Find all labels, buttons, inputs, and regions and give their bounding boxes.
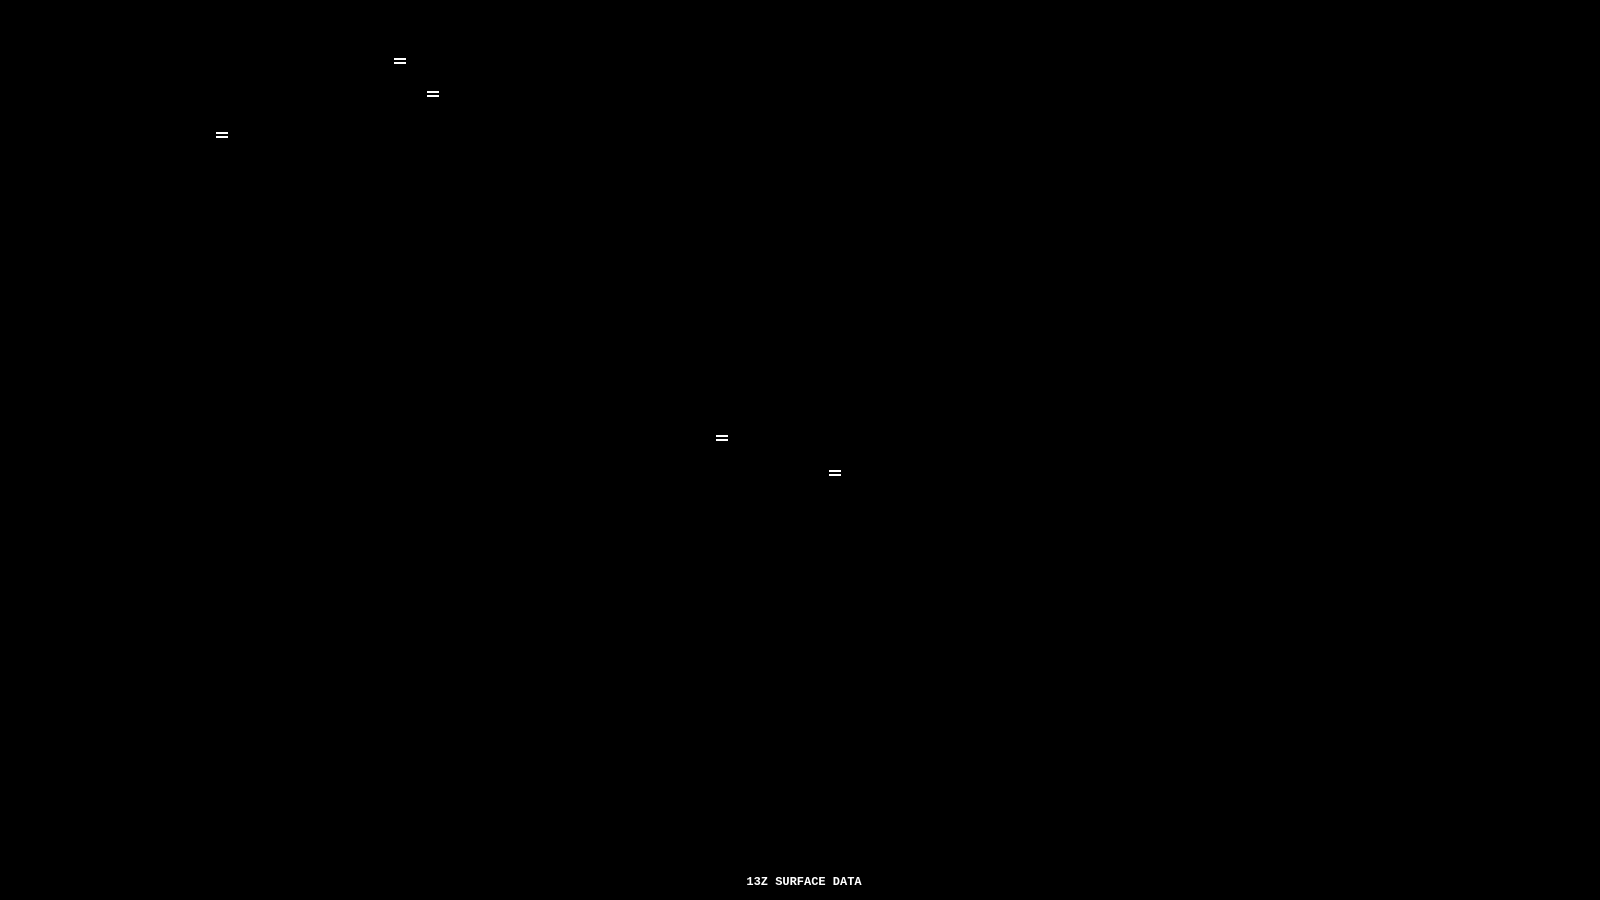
- mist-symbol: [716, 435, 728, 441]
- mist-symbol: [829, 470, 841, 476]
- data-time-label: 13Z SURFACE DATA: [746, 875, 862, 889]
- mist-symbol: [394, 58, 406, 64]
- mist-symbol: [427, 91, 439, 97]
- mist-symbol: [216, 132, 228, 138]
